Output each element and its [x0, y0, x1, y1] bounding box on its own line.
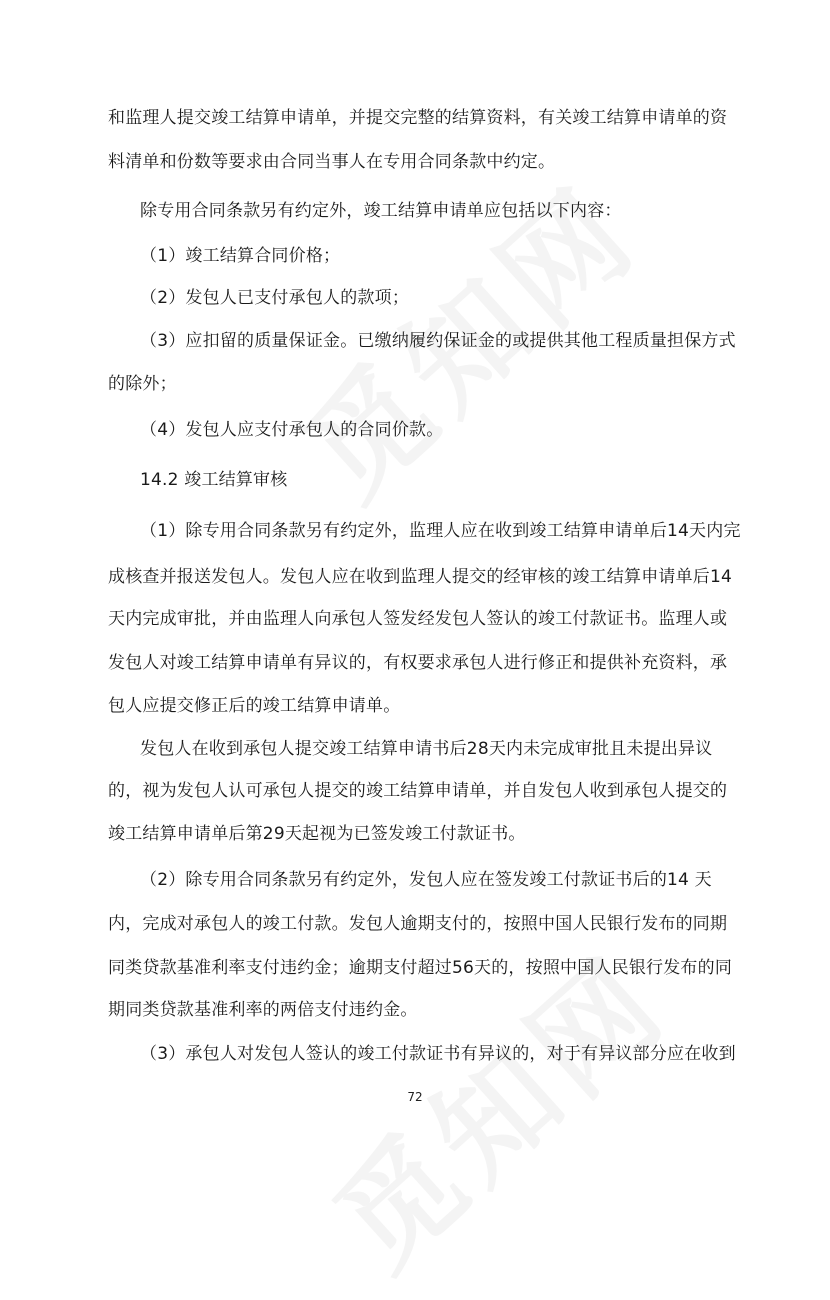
body-line: 包人应提交修正后的竣工结算申请单。	[108, 696, 401, 716]
body-line: 竣工结算申请单后第29天起视为已签发竣工付款证书。	[108, 824, 526, 844]
body-line: 除专用合同条款另有约定外，竣工结算申请单应包括以下内容：	[140, 201, 622, 221]
section-heading: 14.2 竣工结算审核	[140, 470, 288, 490]
list-item: （4）发包人应支付承包人的合同价款。	[140, 420, 444, 440]
body-line: （3）承包人对发包人签认的竣工付款证书有异议的，对于有异议部分应在收到	[140, 1044, 736, 1064]
list-item: （1）竣工结算合同价格；	[140, 246, 341, 266]
list-item: （2）发包人已支付承包人的款项；	[140, 288, 410, 308]
body-line: 的除外；	[108, 374, 177, 394]
body-line: 发包人在收到承包人提交竣工结算申请书后28天内未完成审批且未提出异议	[140, 739, 713, 759]
body-line: 同类贷款基准利率支付违约金；逾期支付超过56天的，按照中国人民银行发布的同	[108, 958, 733, 978]
page-number: 72	[407, 1090, 423, 1104]
body-line: 和监理人提交竣工结算申请单，并提交完整的结算资料，有关竣工结算申请单的资	[108, 108, 728, 128]
body-line: （1）除专用合同条款另有约定外，监理人应在收到竣工结算申请单后14天内完	[140, 521, 741, 541]
body-line: 成核查并报送发包人。发包人应在收到监理人提交的经审核的竣工结算申请单后14	[108, 567, 733, 587]
body-line: 内，完成对承包人的竣工付款。发包人逾期支付的，按照中国人民银行发布的同期	[108, 914, 728, 934]
list-item: （3）应扣留的质量保证金。已缴纳履约保证金的或提供其他工程质量担保方式	[140, 331, 736, 351]
body-line: 发包人对竣工结算申请单有异议的，有权要求承包人进行修正和提供补充资料，承	[108, 653, 728, 673]
body-line: 期同类贷款基准利率的两倍支付违约金。	[108, 1000, 418, 1020]
body-line: 天内完成审批，并由监理人向承包人签发经发包人签认的竣工付款证书。监理人或	[108, 609, 728, 629]
body-line: 料清单和份数等要求由合同当事人在专用合同条款中约定。	[108, 152, 556, 172]
body-line: 的，视为发包人认可承包人提交的竣工结算申请单，并自发包人收到承包人提交的	[108, 781, 728, 801]
body-line: （2）除专用合同条款另有约定外，发包人应在签发竣工付款证书后的14 天	[140, 870, 712, 890]
